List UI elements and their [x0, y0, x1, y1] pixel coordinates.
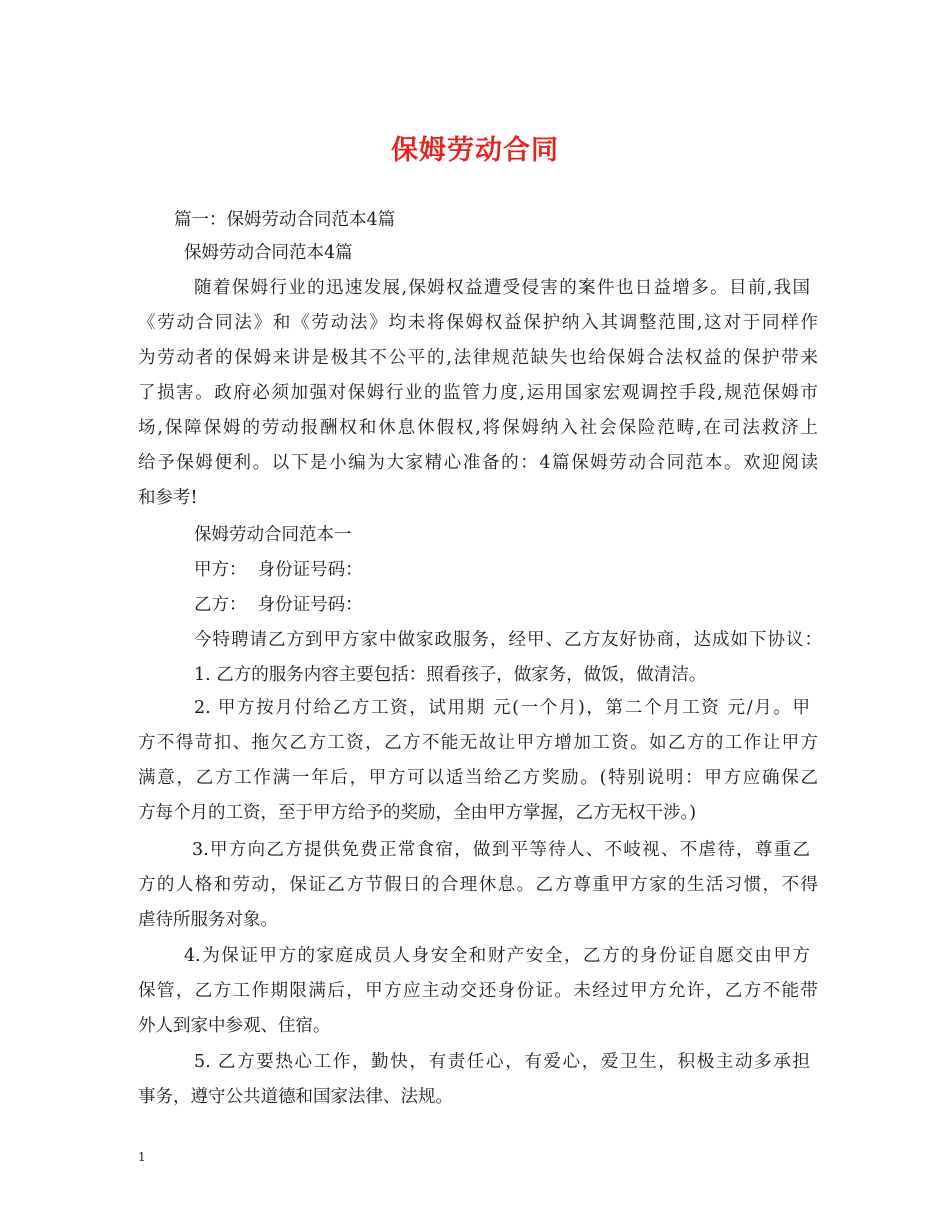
subheading: 保姆劳动合同范本4篇	[184, 243, 353, 263]
section-heading: 篇一：保姆劳动合同范本4篇	[174, 210, 396, 230]
paragraph-line: 了损害。政府必须加强对保姆行业的监管力度,运用国家宏观调控手段,规范保姆市	[138, 383, 818, 403]
clause-3-line: 方的人格和劳动，保证乙方节假日的合理休息。乙方尊重甲方家的生活习惯，不得	[138, 875, 818, 895]
party-b-line: 乙方： 身份证号码：	[194, 595, 363, 615]
contract-heading: 保姆劳动合同范本一	[194, 525, 352, 545]
paragraph-line: 《劳动合同法》和《劳动法》均未将保姆权益保护纳入其调整范围,这对于同样作	[138, 313, 818, 333]
clause-2-line: 方每个月的工资，至于甲方给予的奖励，全由甲方掌握，乙方无权干涉。)	[138, 803, 697, 823]
clause-3-line: 虐待所服务对象。	[138, 910, 278, 930]
party-a-line: 甲方： 身份证号码：	[194, 560, 363, 580]
clause-2-line: 2. 甲方按月付给乙方工资，试用期 元(一个月)，第二个月工资 元/月。甲	[194, 698, 810, 718]
clause-3-line: 3.甲方向乙方提供免费正常食宿，做到平等待人、不岐视、不虐待，尊重乙	[192, 840, 810, 860]
clause-1: 1. 乙方的服务内容主要包括：照看孩子，做家务，做饭，做清洁。	[194, 665, 707, 685]
page-number: 1	[138, 1150, 146, 1164]
clause-4-line: 外人到家中参观、住宿。	[138, 1016, 331, 1036]
paragraph-line: 随着保姆行业的迅速发展,保姆权益遭受侵害的案件也日益增多。目前,我国	[194, 278, 810, 298]
clause-5-line: 5. 乙方要热心工作，勤快，有责任心，有爱心，爱卫生，积极主动多承担	[194, 1052, 810, 1072]
clause-4-line: 4.为保证甲方的家庭成员人身安全和财产安全，乙方的身份证自愿交由甲方	[184, 946, 810, 966]
clause-2-line: 方不得苛扣、拖欠乙方工资，乙方不能无故让甲方增加工资。如乙方的工作让甲方	[138, 733, 818, 753]
clause-2-line: 满意，乙方工作满一年后，甲方可以适当给乙方奖励。(特别说明：甲方应确保乙	[138, 768, 818, 788]
paragraph-line: 和参考!	[138, 488, 198, 508]
clause-5-line: 事务，遵守公共道德和国家法律、法规。	[138, 1087, 453, 1107]
agreement-intro: 今特聘请乙方到甲方家中做家政服务，经甲、乙方友好协商，达成如下协议：	[194, 630, 822, 650]
paragraph-line: 场,保障保姆的劳动报酬权和休息休假权,将保姆纳入社会保险范畴,在司法救济上	[138, 418, 818, 438]
clause-4-line: 保管，乙方工作期限满后，甲方应主动交还身份证。未经过甲方允许，乙方不能带	[138, 981, 818, 1001]
paragraph-line: 为劳动者的保姆来讲是极其不公平的,法律规范缺失也给保姆合法权益的保护带来	[138, 348, 818, 368]
document-title: 保姆劳动合同	[391, 135, 559, 166]
paragraph-line: 给予保姆便利。以下是小编为大家精心准备的：4篇保姆劳动合同范本。欢迎阅读	[138, 453, 818, 473]
